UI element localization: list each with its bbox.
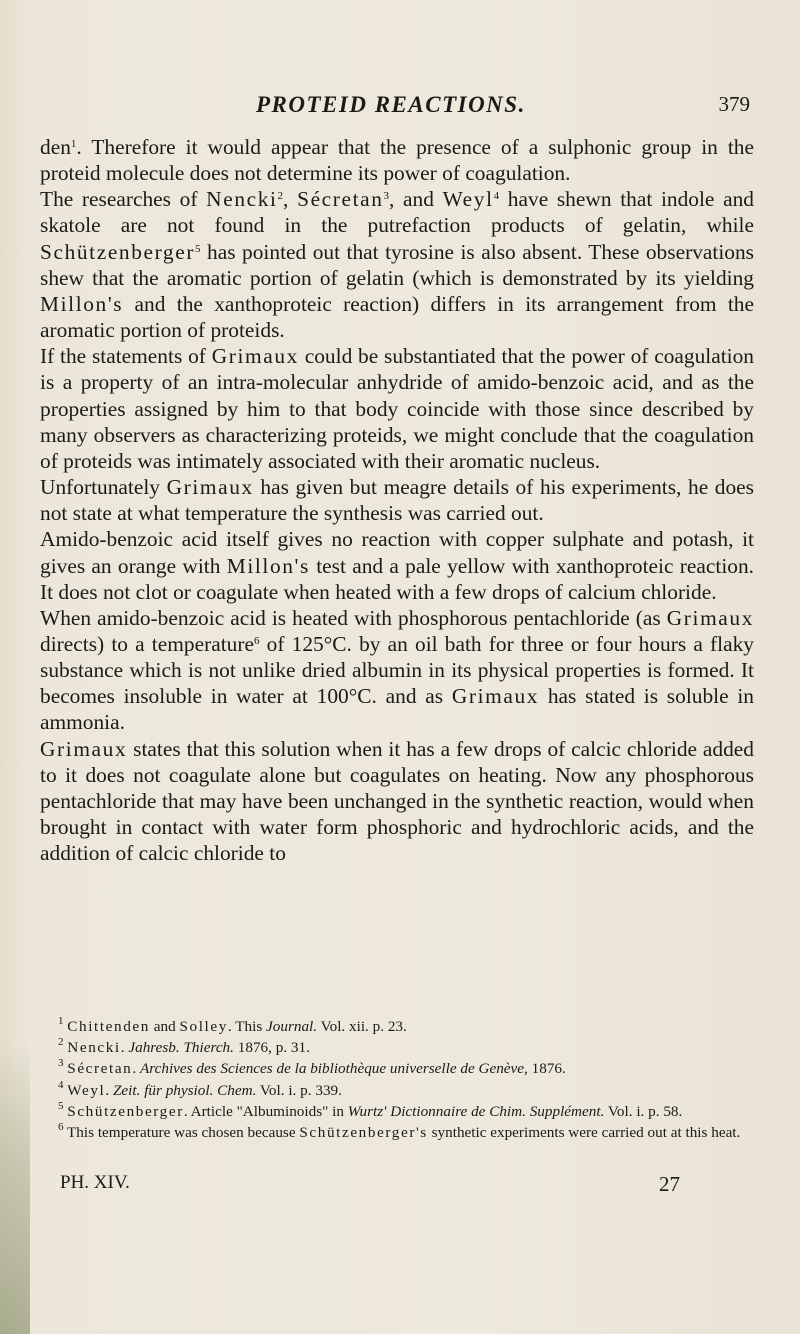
text-run: has given but meagre details of his experiments, he does not state at what temperature the synthesis was carried out. bbox=[40, 475, 754, 526]
author-name: Weyl bbox=[67, 1081, 106, 1099]
author-name: Sécretan bbox=[67, 1060, 133, 1078]
footnote-ref: 5 bbox=[195, 242, 201, 255]
text-run: . bbox=[120, 1039, 129, 1057]
footnote bbox=[40, 1058, 754, 1079]
text-run: could be substantiated that the power of coagulation is a property of an intra-molecular anhydride of amido-benzoic acid, and as the properties assigned by him to that body coincide with those since described by many observers as characterizing proteids, we might conclude that the coagulation of proteids was intimately associated with their aromatic nucleus. bbox=[40, 344, 754, 473]
text-run: synthetic experiments were carried out at this heat. bbox=[427, 1124, 741, 1142]
text-run: Vol. i. p. 58. bbox=[604, 1102, 683, 1120]
footnote-ref: 4 bbox=[58, 1078, 64, 1091]
text-run: When amido-benzoic acid is heated with phosphorous pentachloride (as bbox=[40, 605, 667, 630]
text-run: den bbox=[40, 135, 71, 159]
footnote-ref: 6 bbox=[58, 1121, 64, 1134]
author-name: Millon's bbox=[40, 291, 124, 316]
text-run: has pointed out that tyrosine is also absent. These observations shew that the aromatic portion of gelatin (which is demonstrated by its yielding bbox=[40, 239, 754, 290]
text-run: . Therefore it would appear that the presence of a sulphonic group in the proteid molecule does not determine its power of coagulation. bbox=[40, 135, 754, 186]
text-run: 1876, p. 31. bbox=[233, 1039, 310, 1057]
paragraph bbox=[40, 343, 754, 474]
text-run: , bbox=[283, 187, 298, 212]
author-name: Solley bbox=[179, 1018, 228, 1035]
footnotes bbox=[40, 1016, 754, 1143]
citation-title: Zeit. für physiol. Chem. bbox=[112, 1081, 257, 1099]
author-name: Grimaux bbox=[666, 605, 754, 630]
footnote-ref: 2 bbox=[277, 190, 284, 203]
footnote bbox=[40, 1080, 754, 1101]
text-run: . Article "Albuminoids" in bbox=[183, 1102, 348, 1120]
text-run: The researches of bbox=[40, 187, 207, 212]
signature-line bbox=[60, 1172, 680, 1198]
footnote bbox=[40, 1101, 754, 1122]
footnote bbox=[40, 1122, 754, 1143]
footnote-ref: 1 bbox=[58, 1015, 64, 1027]
text-run: directs) to a temperature bbox=[40, 631, 254, 656]
footnote-ref: 4 bbox=[493, 190, 500, 203]
paragraph bbox=[40, 526, 754, 604]
text-run: test and a pale yellow with xanthoproteic reaction. It does not clot or coagulate when heated with a few drops of calcium chloride. bbox=[40, 553, 755, 604]
page-edge-stain bbox=[0, 1040, 30, 1334]
citation-title: Wurtz' Dictionnaire de Chim. Supplément. bbox=[347, 1102, 605, 1120]
sheet-number: 27 bbox=[659, 1172, 680, 1196]
text-run: Amido-benzoic acid itself gives no reaction with copper sulphate and potash, it gives an orange with bbox=[40, 527, 754, 578]
author-name: Grimaux bbox=[166, 475, 254, 500]
text-run: Vol. i. p. 339. bbox=[256, 1081, 342, 1099]
text-run: Unfortunately bbox=[40, 475, 167, 500]
author-name: Nencki bbox=[206, 187, 278, 212]
text-run: states that this solution when it has a few drops of calcic chloride added to it does not coagulate alone but coagulates on heating. Now any phosphorous pentachloride that may have been unchanged in the synthetic reaction, would when brought in contact with water form phosphoric and hydrochloric acids, and the addition of calcic chloride to bbox=[40, 736, 754, 866]
text-run: and the xanthoproteic reaction) differs in its arrangement from the aromatic portion of proteids. bbox=[40, 291, 754, 343]
text-run: of 125°C. by an oil bath for three or four hours a flaky substance which is not unlike dried albumin in its physical properties is formed. It becomes insoluble in water at 100°C. and as bbox=[40, 631, 754, 709]
text-run: If the statements of bbox=[40, 344, 212, 369]
paragraph bbox=[40, 605, 754, 736]
text-run: Vol. xii. p. 23. bbox=[317, 1018, 407, 1035]
citation-title: Jahresb. Thierch. bbox=[128, 1039, 234, 1057]
text-run: have shewn that indole and skatole are not found in the putrefaction products of gelatin, while bbox=[40, 187, 754, 238]
footnote bbox=[40, 1037, 754, 1058]
author-name: Sécretan bbox=[297, 187, 384, 212]
text-run: , and bbox=[389, 187, 443, 212]
author-name: Weyl bbox=[442, 187, 494, 212]
author-name: Grimaux bbox=[40, 736, 128, 761]
text-run: . bbox=[132, 1060, 140, 1078]
footnote-ref: 3 bbox=[58, 1057, 64, 1070]
page-header bbox=[60, 92, 750, 122]
signature-mark: PH. XIV. bbox=[60, 1172, 130, 1193]
footnote-ref: 1 bbox=[70, 138, 77, 150]
footnote-ref: 2 bbox=[58, 1036, 64, 1049]
author-name: Schützenberger's bbox=[299, 1124, 428, 1142]
text-run: . bbox=[105, 1081, 113, 1099]
paragraph bbox=[40, 474, 754, 526]
author-name: Schützenberger bbox=[67, 1102, 184, 1120]
citation-title: Archives des Sciences de la bibliothèque universelle de Genève, bbox=[139, 1060, 528, 1078]
author-name: Chittenden bbox=[67, 1018, 150, 1035]
footnote-ref: 6 bbox=[253, 634, 260, 647]
author-name: Grimaux bbox=[211, 344, 299, 369]
text-run: . This bbox=[227, 1018, 267, 1035]
author-name: Millon's bbox=[226, 553, 310, 578]
footnote-ref: 3 bbox=[383, 190, 390, 203]
running-head: PROTEID REACTIONS. bbox=[256, 92, 526, 117]
body-text bbox=[40, 134, 754, 866]
paragraph bbox=[40, 736, 754, 867]
footnote-ref: 5 bbox=[58, 1099, 64, 1112]
paragraph bbox=[40, 186, 754, 343]
page-number: 379 bbox=[718, 92, 750, 116]
paragraph bbox=[40, 134, 754, 186]
author-name: Grimaux bbox=[451, 684, 540, 709]
author-name: Schützenberger bbox=[40, 239, 196, 264]
footnote bbox=[40, 1016, 754, 1037]
text-run: 1876. bbox=[527, 1060, 566, 1078]
author-name: Nencki bbox=[67, 1039, 121, 1057]
citation-title: Journal. bbox=[266, 1018, 318, 1035]
text-run: This temperature was chosen because bbox=[63, 1124, 300, 1142]
text-run: and bbox=[149, 1018, 180, 1035]
text-run: has stated is soluble in ammonia. bbox=[40, 684, 754, 735]
